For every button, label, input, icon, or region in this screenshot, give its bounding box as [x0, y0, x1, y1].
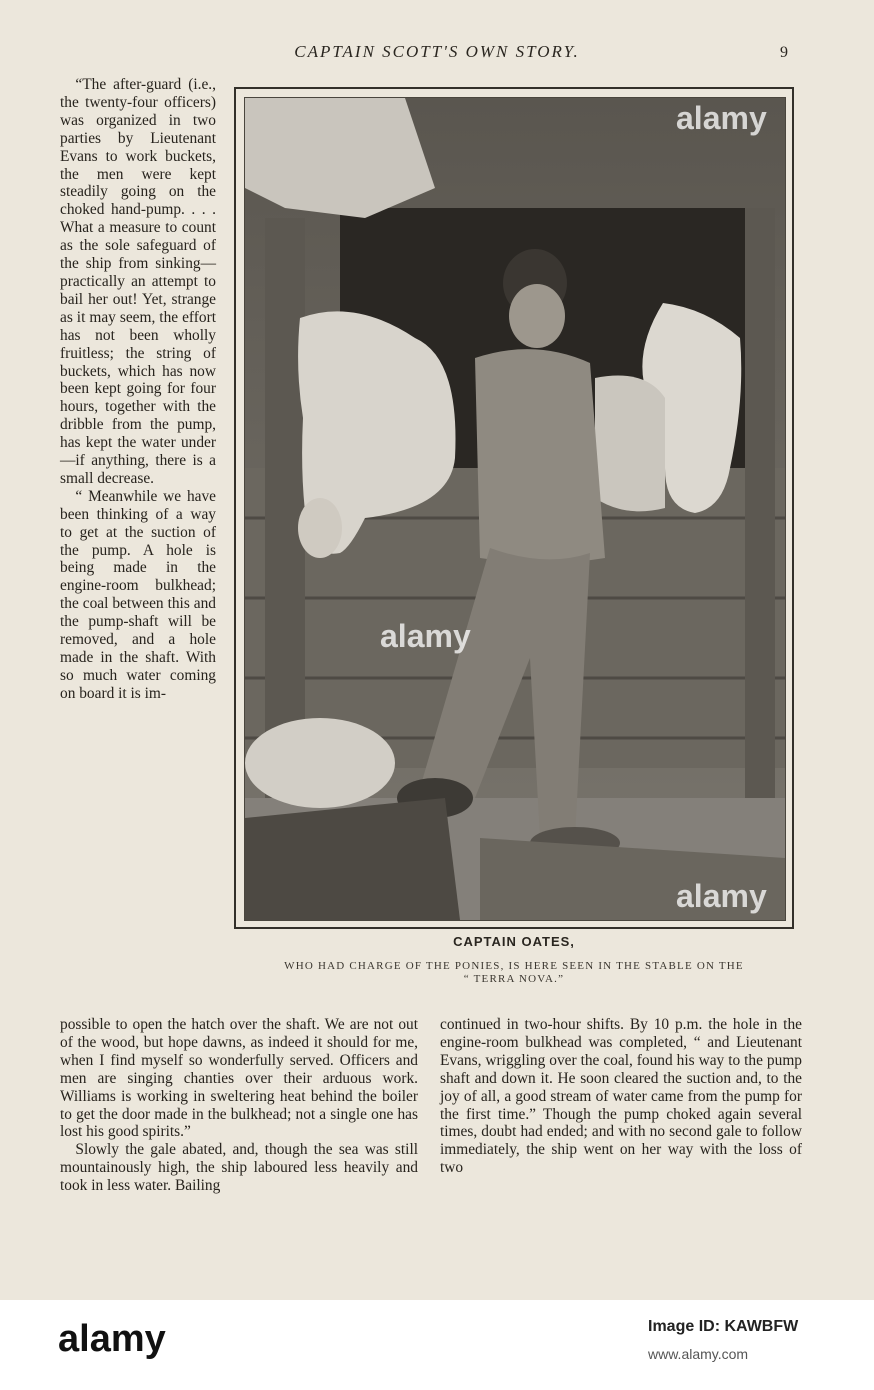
photo-caption	[234, 960, 794, 986]
watermark: alamy	[676, 100, 767, 136]
paragraph: “ Meanwhile we have been thinking of a way to get at the suction of the pump. A hole is being made in the engine-room bulkhead; the coal between this and the pump-shaft will be removed, and a hole made in the shaft. With so much water coming on board it is im-	[60, 487, 216, 702]
page-number: 9	[780, 44, 788, 61]
narrow-text-column	[60, 76, 216, 703]
stock-url: www.alamy.com	[648, 1346, 749, 1362]
watermark: alamy	[676, 878, 767, 914]
photo-caption-title: CAPTAIN OATES,	[453, 934, 575, 949]
watermark: alamy	[380, 618, 471, 654]
running-head: CAPTAIN SCOTT'S OWN STORY.	[294, 42, 580, 61]
bottom-left-text-column	[60, 1016, 418, 1195]
image-id: Image ID: KAWBFW	[648, 1318, 799, 1335]
bottom-right-text-column: continued in two-hour shifts. By 10 p.m. the hole in the engine-room bulkhead was completed, “ and Lieutenant Evans, wriggling over the coal, found his way to the pump shaft and down it. He soon cleared the suction and, to the joy of all, a good stream of water came from the pump for the first time.” Though the pump choked again several times, doubt had ended; and with no second gale to follow immediately, the ship went on her way with the loss of two	[440, 1016, 802, 1177]
paragraph: “The after-guard (i.e., the twenty-four officers) was organized in two parties by Lieutenant Evans to work buckets, the men were kept steadily going on the choked hand-pump. . . . What a measure to count as the sole safeguard of the ship from sinking—practically an attempt to bail her out! Yet, strange as it may seem, the effort has not been wholly fruitless; the string of buckets, which has now been kept going for four hours, together with the dribble from the pump, has kept the water under—if anything, there is a small decrease.	[60, 76, 216, 487]
photo-caption-line: WHO HAD CHARGE OF THE PONIES, IS HERE SEEN IN THE STABLE ON THE	[284, 960, 744, 972]
photograph-frame	[234, 87, 794, 929]
stock-logo: alamy	[58, 1318, 166, 1360]
paragraph: Slowly the gale abated, and, though the sea was still mountainously high, the ship laboured less heavily and took in less water. Bailing	[60, 1141, 418, 1195]
photograph-illustration	[245, 98, 785, 920]
photo-caption-line: “ TERRA NOVA.”	[463, 973, 565, 985]
photograph-captain-oates	[244, 97, 786, 921]
paragraph: possible to open the hatch over the shaft. We are not out of the wood, but hope dawns, as indeed it should for me, when I find myself so wonderfully served. Officers and men are singing chanties over their arduous work. Williams is working in sweltering heat behind the boiler to get the door made in the bulkhead; not a single one has lost his good spirits.”	[60, 1016, 418, 1141]
